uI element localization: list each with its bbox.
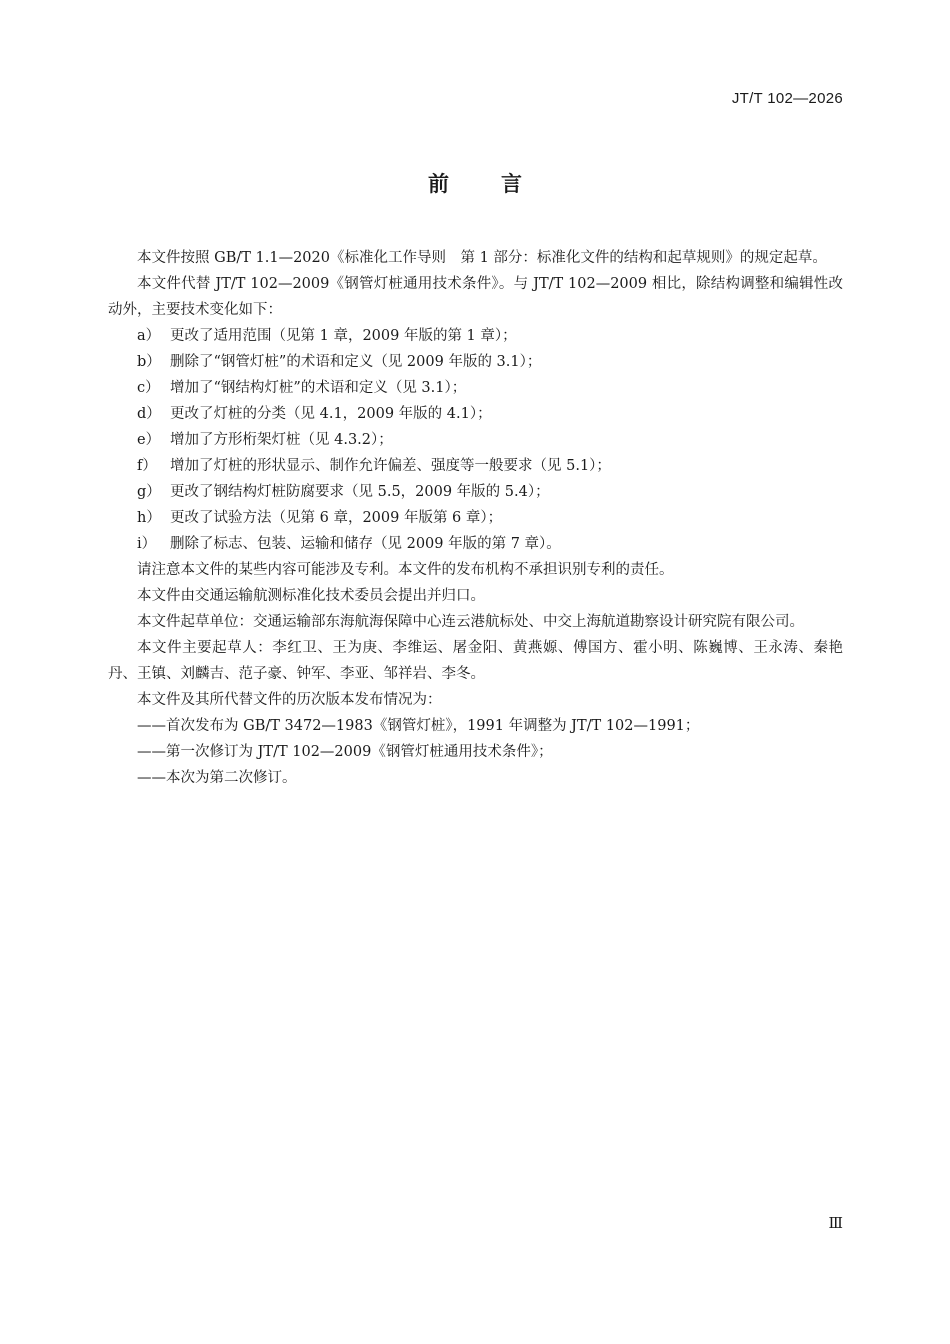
list-item-text: 删除了“钢管灯桩”的术语和定义（见 2009 年版的 3.1）； [170, 354, 542, 370]
list-item [108, 401, 843, 427]
list-item [108, 349, 843, 375]
list-item-label: d） [137, 406, 161, 422]
changes-list [108, 323, 843, 557]
paragraph-history-intro: 本文件及其所代替文件的历次版本发布情况为： [137, 692, 442, 708]
list-item-text: 更改了钢结构灯桩防腐要求（见 5.5，2009 年版的 5.4）； [170, 484, 550, 500]
list-item [108, 531, 843, 557]
list-item-label: e） [137, 432, 161, 448]
list-item-text: 更改了试验方法（见第 6 章，2009 年版第 6 章）； [170, 510, 503, 526]
list-item [108, 505, 843, 531]
page-number: Ⅲ [828, 1214, 843, 1232]
list-item-text: 更改了适用范围（见第 1 章，2009 年版的第 1 章）； [170, 328, 517, 344]
paragraph-patent-notice: 请注意本文件的某些内容可能涉及专利。本文件的发布机构不承担识别专利的责任。 [137, 562, 674, 578]
paragraph-drafters: 本文件主要起草人：李红卫、王为庚、李维运、屠金阳、黄燕嫄、傅国方、霍小明、陈巍博、王永涛、秦艳丹、王镇、刘麟吉、范子豪、钟军、李亚、邹祥岩、李冬。 [108, 640, 843, 682]
list-item-text: 删除了标志、包装、运输和储存（见 2009 年版的第 7 章）。 [170, 536, 561, 552]
list-item-label: b） [137, 354, 161, 370]
history-item: ——本次为第二次修订。 [137, 770, 297, 786]
document-body [108, 245, 843, 791]
list-item-label: a） [137, 328, 161, 344]
list-item-text: 增加了方形桁架灯桩（见 4.3.2）； [170, 432, 393, 448]
paragraph-proposer: 本文件由交通运输航测标准化技术委员会提出并归口。 [137, 588, 485, 604]
history-list [108, 713, 843, 791]
history-item: ——第一次修订为 JT/T 102—2009《钢管灯桩通用技术条件》； [137, 744, 553, 760]
page-title: 前言 [428, 172, 574, 196]
list-item [108, 323, 843, 349]
list-item-text: 增加了灯桩的形状显示、制作允许偏差、强度等一般要求（见 5.1）； [170, 458, 611, 474]
history-item: ——首次发布为 GB/T 3472—1983《钢管灯桩》，1991 年调整为 JT/T 102—1991； [137, 718, 700, 734]
list-item-text: 增加了“钢结构灯桩”的术语和定义（见 3.1）； [170, 380, 467, 396]
paragraph-drafting-rules: 本文件按照 GB/T 1.1—2020《标准化工作导则 第 1 部分：标准化文件的结构和起草规则》的规定起草。 [137, 250, 827, 266]
list-item [108, 375, 843, 401]
list-item-label: g） [137, 484, 161, 500]
list-item [108, 427, 843, 453]
list-item-text: 更改了灯桩的分类（见 4.1，2009 年版的 4.1）； [170, 406, 492, 422]
paragraph-replaces: 本文件代替 JT/T 102—2009《钢管灯桩通用技术条件》。与 JT/T 102—2009 相比，除结构调整和编辑性改动外，主要技术变化如下： [108, 276, 843, 318]
list-item-label: f） [137, 458, 157, 474]
standard-code: JT/T 102—2026 [731, 90, 843, 107]
list-item [108, 479, 843, 505]
list-item-label: h） [137, 510, 161, 526]
list-item [108, 453, 843, 479]
list-item-label: c） [137, 380, 160, 396]
paragraph-drafting-units: 本文件起草单位：交通运输部东海航海保障中心连云港航标处、中交上海航道勘察设计研究院有限公司。 [137, 614, 804, 630]
list-item-label: i） [137, 536, 157, 552]
